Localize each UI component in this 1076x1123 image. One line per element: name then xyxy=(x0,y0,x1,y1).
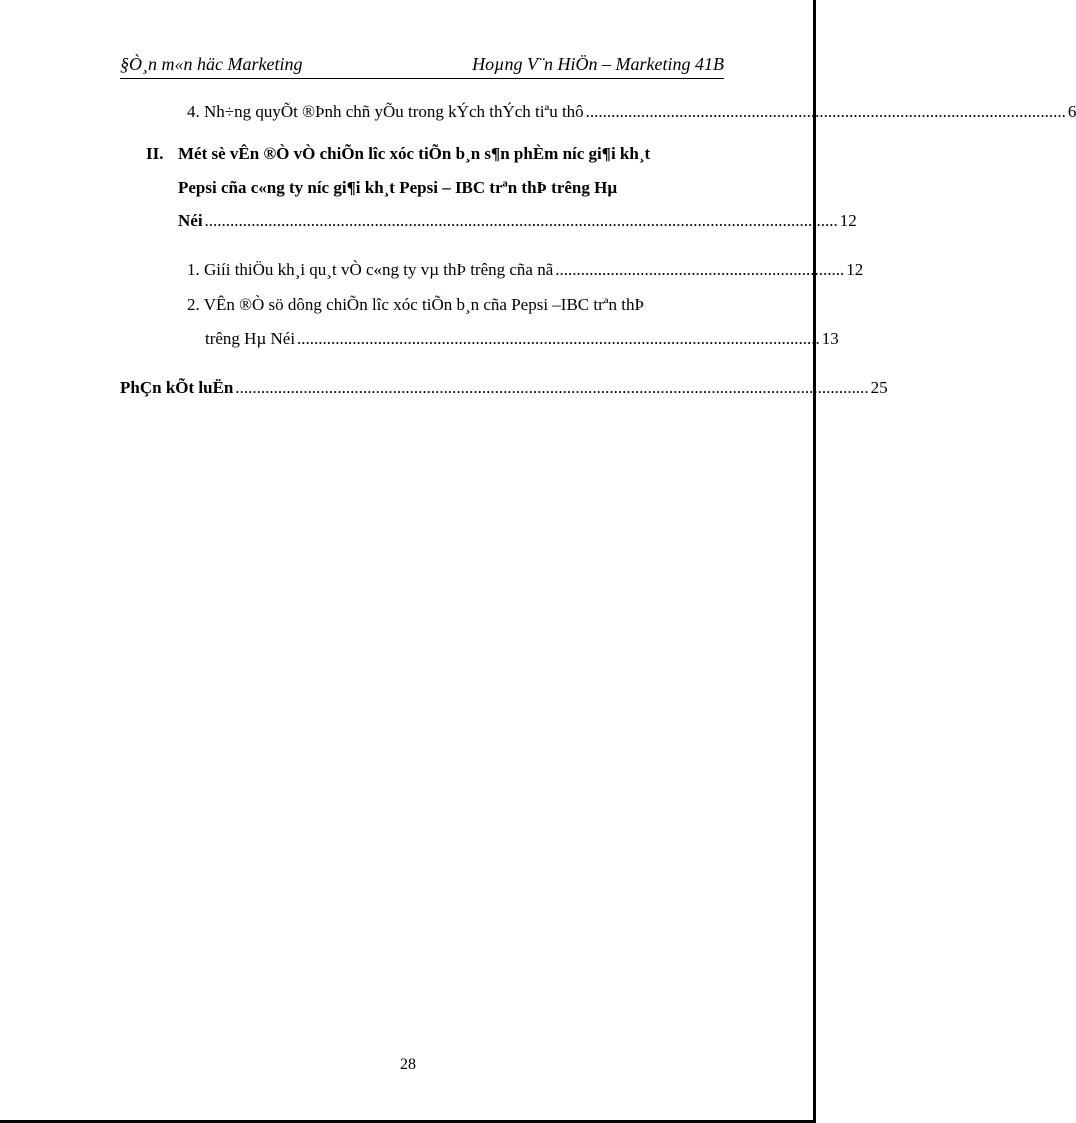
toc-page-number: 12 xyxy=(846,260,864,279)
header-author: Hoµng V¨n HiÖn – Marketing 41B xyxy=(472,54,724,74)
header-course-title: §Ò¸n m«n häc Marketing xyxy=(120,54,303,74)
toc-item-text: PhÇn kÕt luËn xyxy=(120,378,234,397)
section-2-title-line3[interactable] xyxy=(178,211,857,231)
toc-page-number: 12 xyxy=(839,211,857,230)
toc-sub-item-1[interactable] xyxy=(187,260,864,280)
toc-leader-dots: ..................................................................................................................................................... xyxy=(204,211,838,230)
toc-item-text: 1. Giíi thiÖu kh¸i qu¸t vÒ c«ng ty vµ thÞ trêng cña nã xyxy=(187,260,554,279)
toc-leader-dots: ..................................................................................................................................................... xyxy=(235,378,869,397)
toc-leader-dots: ........................................................................................................................... xyxy=(297,329,820,348)
toc-conclusion[interactable] xyxy=(120,378,888,398)
toc-item-text: 4. Nh÷ng quyÕt ®Þnh chñ yÕu trong kÝch thÝch tiªu thô xyxy=(187,102,584,121)
toc-page-number: 25 xyxy=(870,378,888,397)
toc-item-4[interactable] xyxy=(187,102,1076,122)
toc-sub-item-2-line1[interactable]: 2. VÊn ®Ò sö dông chiÕn lîc xóc tiÕn b¸n cña Pepsi –IBC trªn thÞ xyxy=(187,295,644,314)
toc-leader-dots: ................................................................................................................. xyxy=(585,102,1066,121)
toc-sub-item-2-line2[interactable] xyxy=(205,329,839,349)
page-number: 28 xyxy=(400,1056,416,1073)
section-2-title-line1[interactable]: Mét sè vÊn ®Ò vÒ chiÕn lîc xóc tiÕn b¸n s¶n phÈm níc gi¶i kh¸t xyxy=(178,144,651,163)
toc-item-text: Néi xyxy=(178,211,203,230)
toc-page-number: 6 xyxy=(1067,102,1076,121)
toc-page-number: 13 xyxy=(821,329,839,348)
toc-item-text: trêng Hµ Néi xyxy=(205,329,296,348)
page-edge-right xyxy=(813,0,816,1123)
section-numeral: II. xyxy=(146,144,164,163)
section-2-title-line2[interactable]: Pepsi cña c«ng ty níc gi¶i kh¸t Pepsi – IBC trªn thÞ trêng Hµ xyxy=(178,178,618,197)
page-header xyxy=(120,54,724,79)
toc-leader-dots: .................................................................... xyxy=(555,260,845,279)
